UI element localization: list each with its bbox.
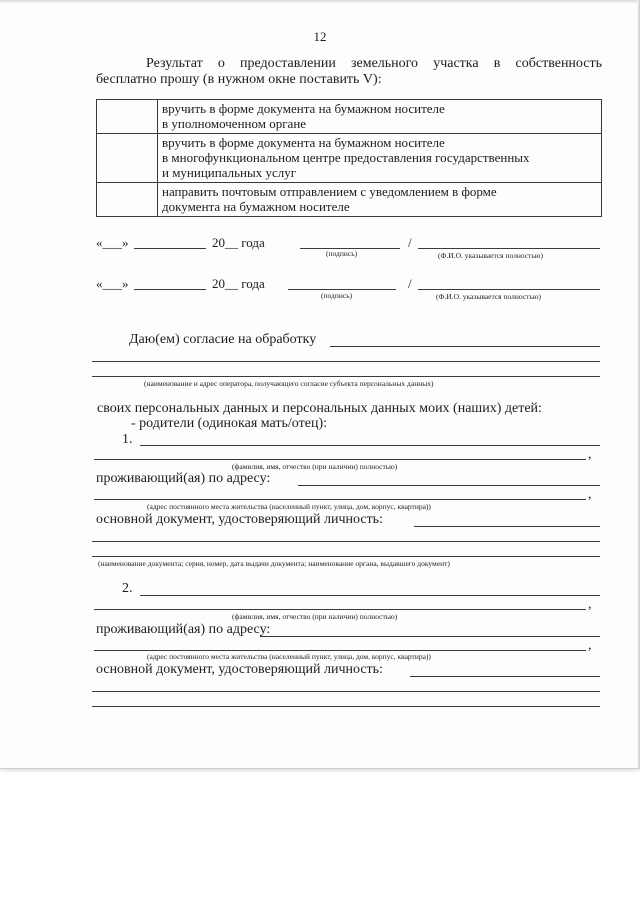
address-label: проживающий(ая) по адресу:	[96, 471, 271, 486]
operator-caption: (наименование и адрес оператора, получающего согласие субъекта персональных данных)	[144, 379, 434, 388]
intro-line-1: Результат о предоставлении земельного участка в собственность	[146, 56, 602, 71]
consent-label: Даю(ем) согласие на обработку	[129, 332, 317, 347]
option-text: направить почтовым отправлением с уведомлением в форме документа на бумажном носителе	[158, 183, 602, 217]
person-number: 2.	[122, 581, 133, 596]
option-checkbox[interactable]	[97, 100, 158, 134]
address-caption: (адрес постоянного места жительства (населенный пункт, улица, дом, корпус, квартира))	[147, 502, 431, 511]
address-field[interactable]	[260, 636, 600, 637]
id-document-caption: (наименование документа; серия, номер, дата выдачи документа; наименование органа, выдавшего документ)	[98, 559, 450, 568]
id-document-label: основной документ, удостоверяющий личность:	[96, 662, 383, 677]
address-field-line-2[interactable]	[94, 650, 586, 651]
date-day: «___»	[96, 276, 129, 291]
address-label: проживающий(ая) по адресу:	[96, 622, 271, 637]
fio-caption: (Ф.И.О. указывается полностью)	[438, 251, 543, 260]
option-checkbox[interactable]	[97, 183, 158, 217]
delivery-options-table	[96, 99, 602, 217]
signature-caption: (подпись)	[326, 249, 358, 258]
person-name-field-line-2[interactable]	[94, 609, 586, 610]
date-month-field[interactable]	[134, 289, 206, 290]
id-document-label: основной документ, удостоверяющий личность:	[96, 512, 383, 527]
date-day: «___»	[96, 235, 129, 250]
slash: /	[408, 276, 412, 291]
id-document-field-line-2[interactable]	[92, 691, 600, 692]
id-document-field[interactable]	[410, 676, 600, 677]
date-year: 20__ года	[212, 276, 265, 291]
id-document-field-line-3[interactable]	[92, 706, 600, 707]
signature-field[interactable]	[288, 289, 396, 290]
id-document-field-line-2[interactable]	[92, 541, 600, 542]
comma: ,	[588, 487, 592, 502]
signature-caption: (подпись)	[321, 291, 353, 300]
operator-field-line-3[interactable]	[92, 376, 600, 377]
operator-field-line-2[interactable]	[92, 361, 600, 362]
scan-top-edge	[0, 0, 640, 4]
person-name-caption: (фамилия, имя, отчество (при наличии) полностью)	[232, 612, 398, 621]
parents-line: - родители (одинокая мать/отец):	[131, 416, 327, 431]
intro-line-2: бесплатно прошу (в нужном окне поставить V):	[96, 72, 382, 87]
option-text: вручить в форме документа на бумажном носителе в уполномоченном органе	[158, 100, 602, 134]
date-year: 20__ года	[212, 235, 265, 250]
page-number: 12	[313, 29, 327, 44]
person-number: 1.	[122, 432, 133, 447]
person-name-field[interactable]	[140, 445, 600, 446]
operator-field[interactable]	[330, 346, 600, 347]
fio-caption: (Ф.И.О. указывается полностью)	[436, 292, 541, 301]
address-caption: (адрес постоянного места жительства (населенный пункт, улица, дом, корпус, квартира))	[147, 652, 431, 661]
option-row	[97, 183, 602, 217]
comma: ,	[588, 597, 592, 612]
comma: ,	[588, 638, 592, 653]
option-checkbox[interactable]	[97, 134, 158, 183]
fio-field[interactable]	[418, 248, 600, 249]
id-document-field[interactable]	[414, 526, 600, 527]
option-text: вручить в форме документа на бумажном носителе в многофункциональном центре предоставления государственных и муниципальных услуг	[158, 134, 602, 183]
person-name-field[interactable]	[140, 595, 600, 596]
id-document-field-line-3[interactable]	[92, 556, 600, 557]
date-month-field[interactable]	[134, 248, 206, 249]
comma: ,	[588, 447, 592, 462]
slash: /	[408, 235, 412, 250]
option-row	[97, 100, 602, 134]
option-row	[97, 134, 602, 183]
fio-field[interactable]	[418, 289, 600, 290]
person-name-field-line-2[interactable]	[94, 459, 586, 460]
person-name-caption: (фамилия, имя, отчество (при наличии) полностью)	[232, 462, 398, 471]
address-field-line-2[interactable]	[94, 499, 586, 500]
personal-data-line: своих персональных данных и персональных данных моих (наших) детей:	[97, 401, 542, 416]
address-field[interactable]	[298, 485, 600, 486]
